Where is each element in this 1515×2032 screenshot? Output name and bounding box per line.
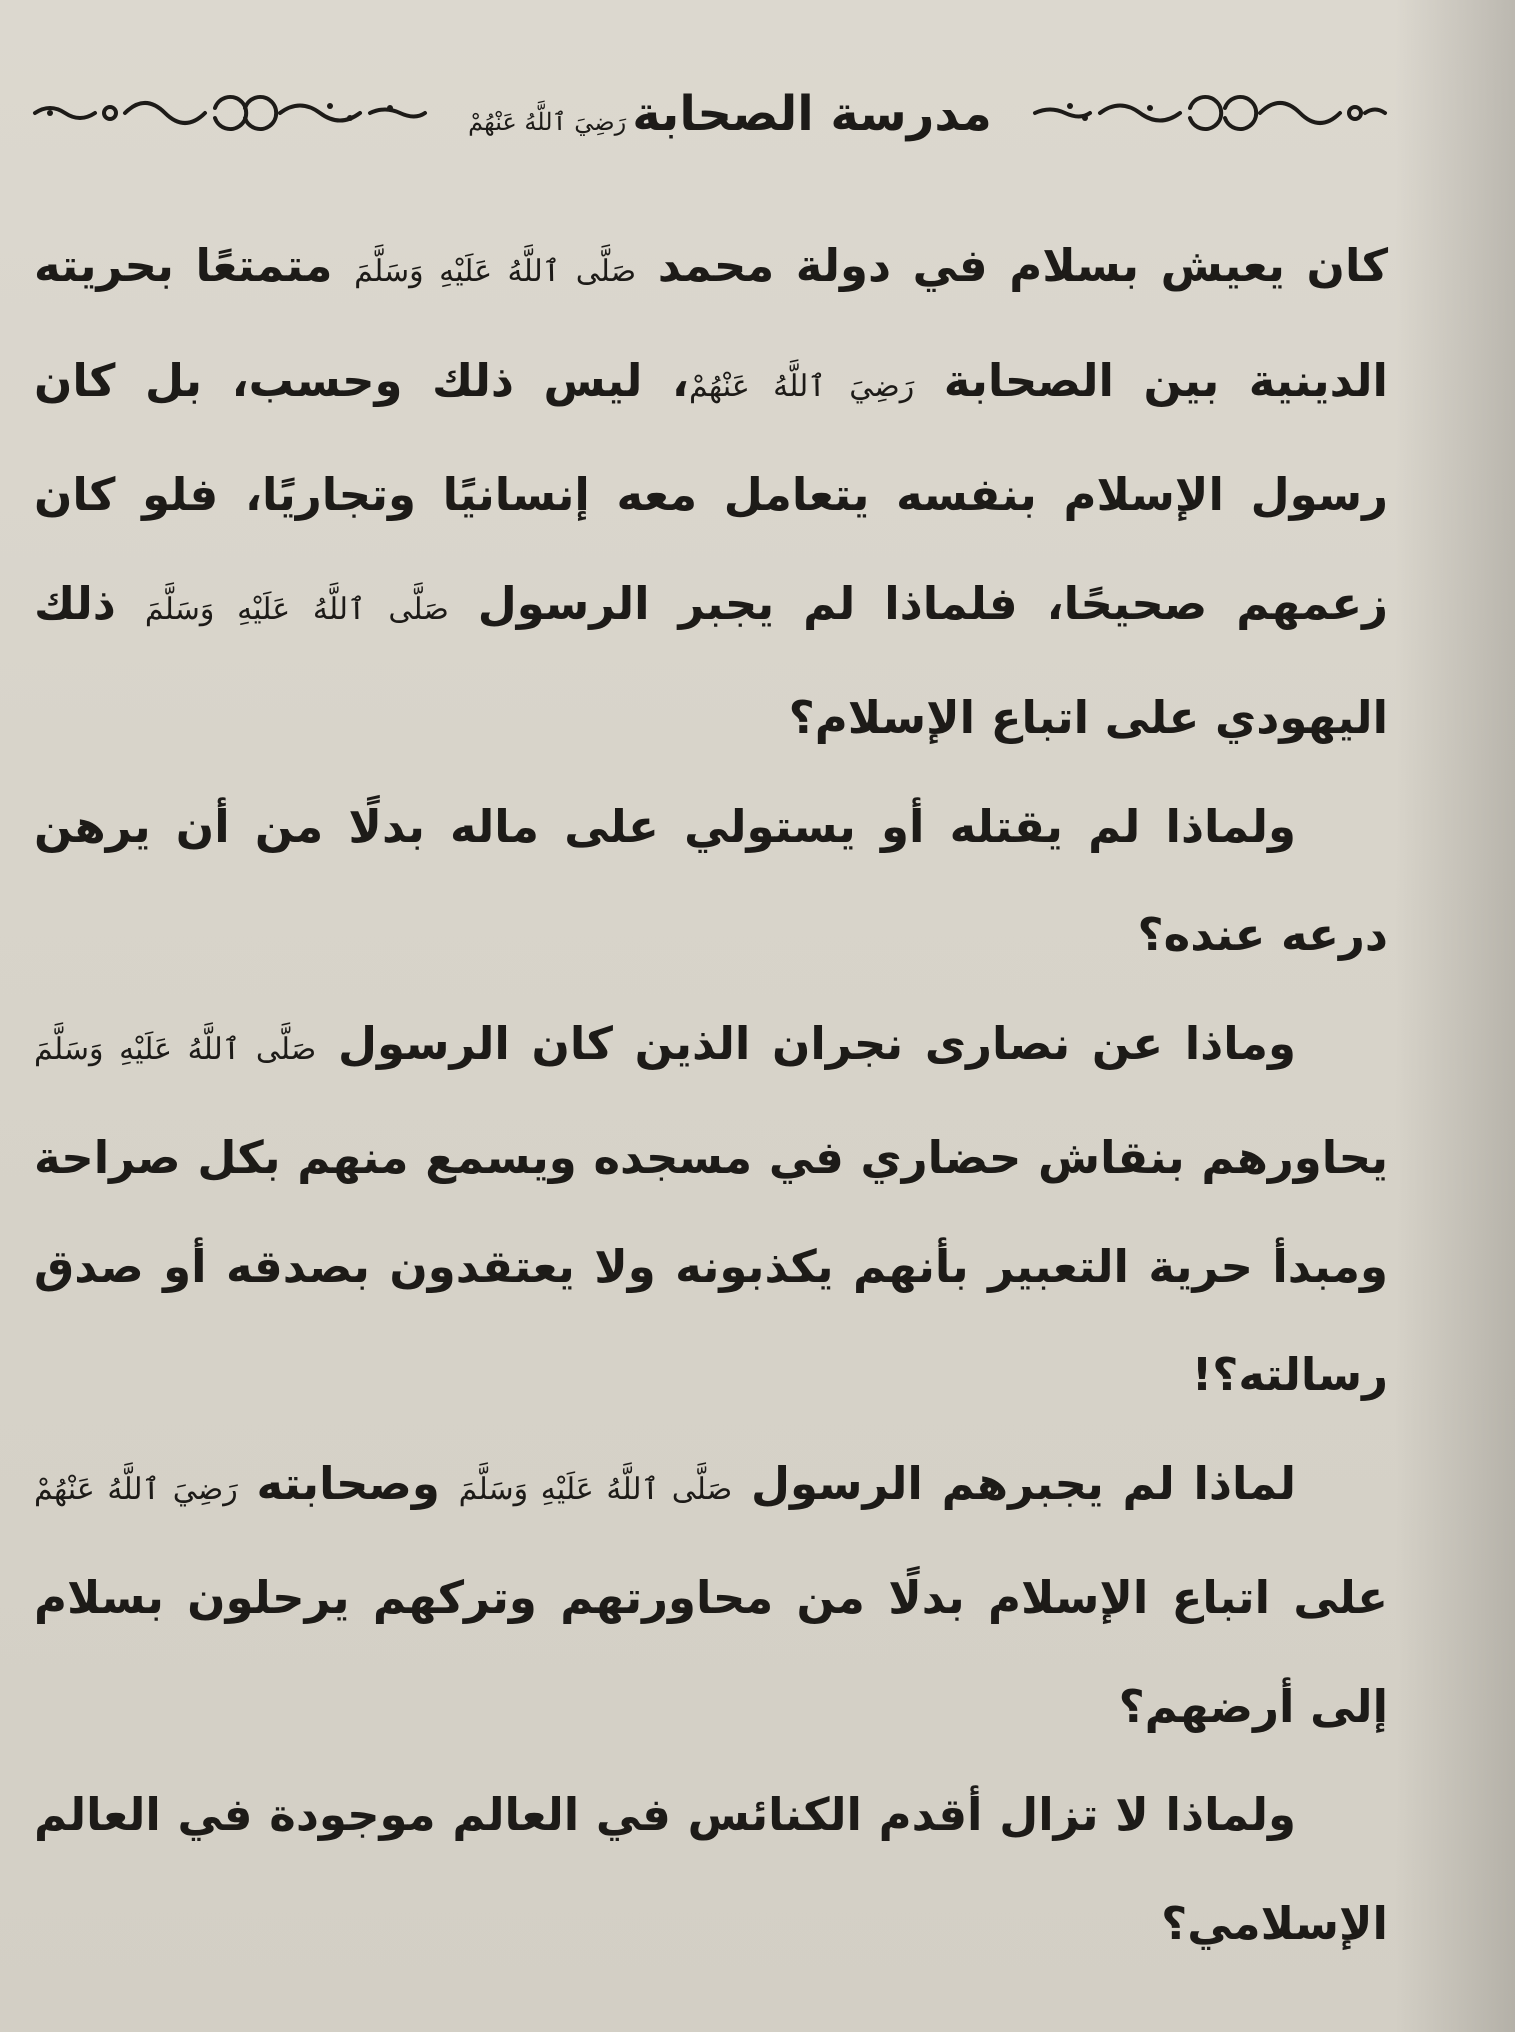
honorific-radiya: رَضِيَ ٱللَّهُ عَنْهُمْ — [688, 368, 915, 404]
honorific-salla: صَلَّى ٱللَّهُ عَلَيْهِ وَسَلَّمَ — [354, 254, 637, 289]
paragraph-5-part-1: ولماذا لا تزال أقدم الكنائس في العالم موجودة في العالم الإسلامي؟ — [34, 1788, 1388, 1950]
honorific-salla: صَلَّى ٱللَّهُ عَلَيْهِ وَسَلَّمَ — [458, 1471, 733, 1507]
paragraph-1-part-5: ، ليس ذلك وحسب، بل كان رسول الإسلام بنفسه يتعامل معه إنسانيًا وتجاريًا، فلو كان زعمهم صحيحًا، فلماذا لم يجبر الرسول — [34, 353, 1389, 630]
honorific-salla: صَلَّى ٱللَّهُ عَلَيْهِ وَسَلَّمَ — [144, 591, 449, 627]
paragraph-2-part-1: ولماذا لم يقتله أو يستولي على ماله بدلًا من أن يرهن درعه عنده؟ — [34, 799, 1388, 961]
paragraph-1-part-1: كان يعيش بسلام في دولة محمد — [636, 239, 1389, 292]
page-header — [30, 78, 1390, 168]
body-text — [34, 212, 1388, 1978]
paragraph-3 — [34, 990, 1388, 1430]
ornament-right-icon — [1030, 78, 1390, 148]
honorific-salla: صَلَّى ٱللَّهُ عَلَيْهِ وَسَلَّمَ — [34, 1031, 317, 1067]
paragraph-1-part-7: ذلك اليهودي على اتباع الإسلام؟ — [34, 576, 1388, 744]
paragraph-5 — [34, 1761, 1388, 1978]
paragraph-4-part-1: لماذا لم يجبرهم الرسول — [732, 1456, 1296, 1510]
ornament-left-icon — [30, 78, 430, 148]
honorific-radiya: رَضِيَ ٱللَّهُ عَنْهُمْ — [34, 1471, 238, 1507]
paragraph-2 — [34, 773, 1388, 990]
paragraph-4-part-5: على اتباع الإسلام بدلًا من محاورتهم وتركهم يرحلون بسلام إلى أرضهم؟ — [34, 1571, 1388, 1733]
paragraph-1 — [34, 212, 1388, 773]
paragraph-3-part-1: وماذا عن نصارى نجران الذين كان الرسول — [316, 1016, 1296, 1070]
header-honorific: رَضِيَ ٱللَّهُ عَنْهُمْ — [468, 108, 627, 136]
paragraph-1-part-3: متمتعًا بحريته الدينية بين الصحابة — [34, 239, 1388, 407]
paragraph-4 — [34, 1430, 1388, 1762]
paragraph-4-part-3: وصحابته — [237, 1456, 459, 1510]
paragraph-3-part-3: يحاورهم بنقاش حضاري في مسجده ويسمع منهم بكل صراحة ومبدأ حرية التعبير بأنهم يكذبونه ولا يعتقدون بصدقه أو صدق رسالته؟! — [34, 1131, 1388, 1401]
header-title-text: مدرسة الصحابة — [632, 86, 992, 142]
page-header-title — [450, 86, 1010, 142]
